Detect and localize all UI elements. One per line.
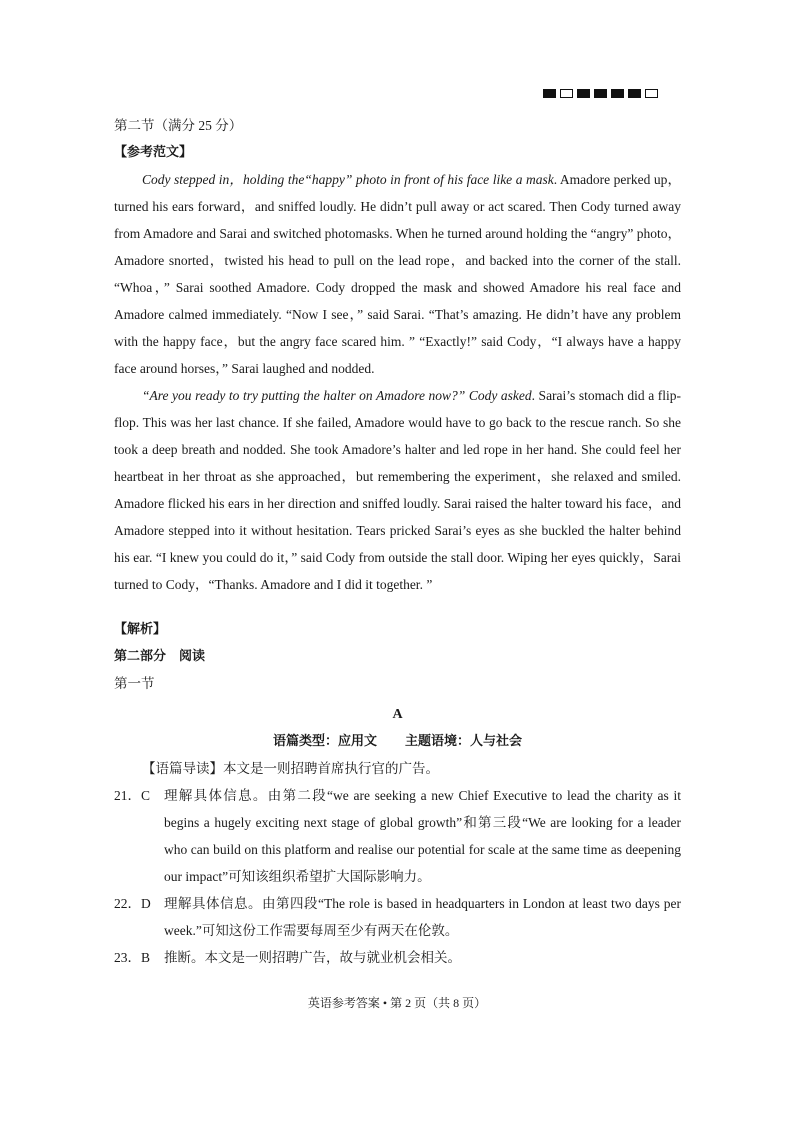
header-mark — [543, 89, 556, 98]
answer-item — [114, 890, 681, 944]
answer-explanation: 推断。本文是一则招聘广告，故与就业机会相关。 — [164, 950, 461, 965]
header-mark — [645, 89, 658, 98]
answer-number: 22．D — [114, 896, 151, 911]
header-mark — [577, 89, 590, 98]
passage-genre-line — [114, 728, 681, 755]
essay-p2-italic: “Are you ready to try putting the halter on Amadore now?” Cody asked — [142, 388, 532, 403]
header-marks — [543, 89, 658, 98]
essay-p1-rest: . Amadore perked up，turned his ears forward，and sniffed loudly. He didn’t pull away or act scared. Then Cody turned away from Amadore and Sarai and switched photomasks. When he turned around holding the “angry” photo，Amadore snorted，twisted his head to pull on the lead rope，and backed into the corner of the stall. “Whoa，” Sarai soothed Amadore. Cody dropped the mask and showed Amadore his real face and Amadore calmed immediately. “Now I see，” said Sarai. “That’s amazing. He didn’t have any problem with the happy face，but the angry face scared him. ” “Exactly!” said Cody，“I always have a happy face around horses，” Sarai laughed and nodded. — [114, 172, 682, 376]
section2-title: 第二节（满分 25 分） — [114, 118, 243, 133]
essay-p2-rest: . Sarai’s stomach did a flip-flop. This was her last chance. If she failed, Amadore would have to go back to the rescue ranch. So she took a deep breath and nodded. She took Amadore’s halter and led rope in her hand. She could feel her heartbeat in her throat as she approached，but remembering the experiment，she relaxed and smiled. Amadore flicked his ears in her direction and sniffed loudly. Sarai raised the halter toward his face，and Amadore stepped into it without hesitation. Tears pricked Sarai’s eyes as she buckled the halter behind his ear. “I knew you could do it，” said Cody from outside the stall door. Wiping her eyes quickly，Sarai turned to Cody，“Thanks. Amadore and I did it together. ” — [114, 388, 681, 592]
answer-explanation: 理解具体信息。由第二段“we are seeking a new Chief Executive to lead the charity as it begins a hugely exciting next stage of global growth”和第三段“We are looking for a leader who can build on this platform and realise our potential for scale at the same time as deepening our impact”可知该组织希望扩大国际影响力。 — [164, 788, 681, 884]
answer-item — [114, 782, 681, 890]
essay-p1-italic: Cody stepped in，holding the“happy” photo in front of his face like a mask — [142, 172, 554, 187]
answer-list — [114, 782, 681, 971]
part2-title: 第二部分 阅读 — [114, 649, 206, 664]
section1-title: 第一节 — [114, 676, 155, 691]
passage-guide: 【语篇导读】本文是一则招聘首席执行官的广告。 — [142, 761, 439, 776]
page-content — [114, 112, 681, 971]
genre-type: 语篇类型：应用文 — [272, 734, 377, 749]
answer-number: 23．B — [114, 950, 151, 965]
header-mark — [594, 89, 607, 98]
answer-number: 21．C — [114, 788, 151, 803]
genre-theme: 主题语境：人与社会 — [405, 734, 523, 749]
reference-label: 【参考范文】 — [114, 145, 193, 160]
page-footer: 英语参考答案 • 第 2 页（共 8 页） — [307, 996, 487, 1010]
answer-item — [114, 944, 681, 971]
header-mark — [560, 89, 573, 98]
answer-explanation: 理解具体信息。由第四段“The role is based in headquarters in London at least two days per week.”可知这份工作需要每周至少有两天在伦敦。 — [164, 896, 681, 938]
header-mark — [611, 89, 624, 98]
essay-paragraph-2 — [114, 382, 681, 598]
header-mark — [628, 89, 641, 98]
essay-paragraph-1 — [114, 166, 681, 382]
passage-letter: A — [392, 707, 403, 722]
analysis-label: 【解析】 — [114, 622, 167, 637]
